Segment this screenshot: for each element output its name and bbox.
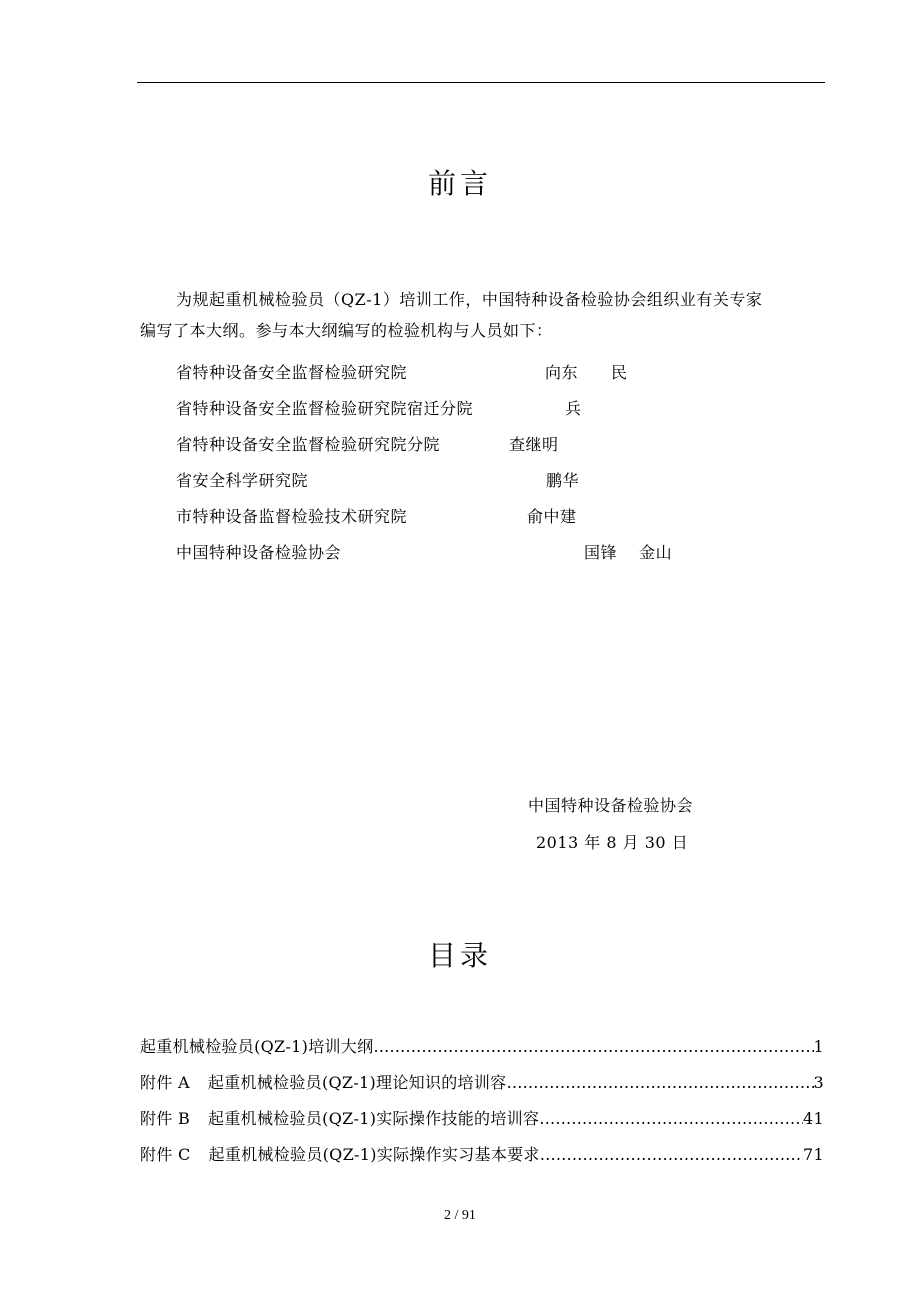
- contributor-org-5: 市特种设备监督检验技术研究院: [176, 507, 408, 526]
- contributor-org-4: 省安全科学研究院: [176, 471, 309, 490]
- toc-entry-title: 起重机械检验员(QZ-1)培训大纲: [140, 1037, 374, 1056]
- contributor-names-3: 查继明: [509, 435, 559, 454]
- toc-entry-title: 起重机械检验员(QZ-1)实际操作实习基本要求: [208, 1145, 540, 1164]
- toc-entry-page: 1: [813, 1037, 824, 1056]
- toc-entry-page: 41: [803, 1109, 824, 1128]
- toc-leader: [373, 1037, 813, 1056]
- toc-entry[interactable]: [140, 1070, 824, 1094]
- toc-entry-label: 附件 B: [140, 1109, 191, 1128]
- contributor-org-3: 省特种设备安全监督检验研究院分院: [176, 435, 441, 454]
- toc-entry[interactable]: [140, 1034, 824, 1058]
- header-rule: [137, 82, 825, 83]
- contributor-names-6: 国锋 金山: [584, 543, 673, 562]
- contributor-names-4: 鹏华: [546, 471, 580, 490]
- contributor-names-5: 俞中建: [527, 507, 577, 526]
- toc-entry-label: 附件 A: [140, 1073, 190, 1092]
- toc-entry-title: 起重机械检验员(QZ-1)理论知识的培训容: [207, 1073, 507, 1092]
- contributor-org-6: 中国特种设备检验协会: [176, 543, 342, 562]
- toc-leader: [540, 1145, 803, 1164]
- toc-entry[interactable]: [140, 1106, 824, 1130]
- toc-title: 目录: [427, 939, 492, 972]
- preface-line-2: 编写了本大纲。参与本大纲编写的检验机构与人员如下：: [140, 321, 553, 340]
- preface-title: 前言: [427, 167, 492, 200]
- contributor-org-2: 省特种设备安全监督检验研究院宿迁分院: [176, 399, 474, 418]
- toc-leader: [506, 1073, 813, 1092]
- signature-org: 中国特种设备检验协会: [528, 796, 694, 815]
- preface-paragraph: [140, 284, 830, 346]
- contributor-names-1: 向东 民: [545, 363, 628, 382]
- signature-date: 2013 年 8 月 30 日: [536, 833, 689, 852]
- page-indicator: 2 / 91: [444, 1208, 476, 1223]
- toc-entry-page: 71: [803, 1145, 824, 1164]
- preface-line-1: 为规起重机械检验员（QZ-1）培训工作，中国特种设备检验协会组织业有关专家: [176, 290, 763, 309]
- toc-leader: [539, 1109, 803, 1128]
- toc-entry-label: 附件 C: [140, 1145, 191, 1164]
- toc-entry[interactable]: [140, 1142, 824, 1166]
- contributor-org-1: 省特种设备安全监督检验研究院: [176, 363, 408, 382]
- toc-entry-title: 起重机械检验员(QZ-1)实际操作技能的培训容: [208, 1109, 540, 1128]
- contributor-names-2: 兵: [565, 399, 582, 418]
- toc-entry-page: 3: [813, 1073, 824, 1092]
